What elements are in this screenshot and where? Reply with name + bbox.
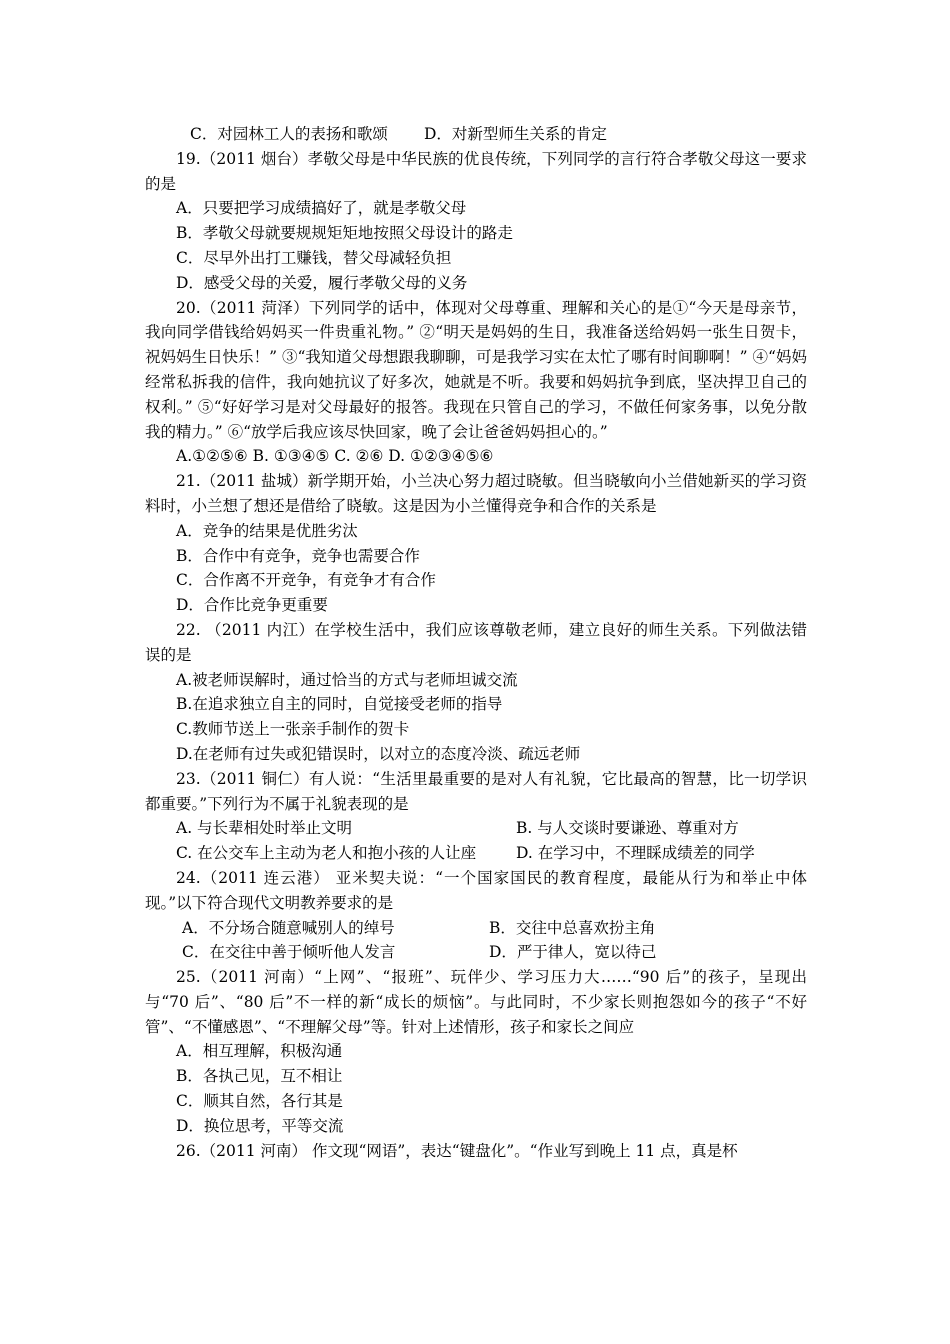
q21-option-c: C．合作离不开竞争，有竞争才有合作 [176,571,436,590]
q25-option-c: C．顺其自然，各行其是 [176,1092,343,1111]
q24-option-b: B．交往中总喜欢扮主角 [489,918,656,937]
q21-option-b: B．合作中有竞争，竞争也需要合作 [176,546,420,565]
q23-option-a: A. 与长辈相处时举止文明 [176,819,353,838]
q23-option-c: C. 在公交车上主动为老人和抱小孩的人让座 [176,844,477,863]
q20-options: A.①②⑤⑥ B. ①③④⑤ C. ②⑥ D. ①②③④⑤⑥ [176,447,494,466]
q18-options-cd [145,122,807,147]
q19-option-b: B．孝敬父母就要规规矩矩地按照父母设计的路走 [176,224,513,243]
q22-option-c: C.教师节送上一张亲手制作的贺卡 [176,720,410,739]
q25-option-b: B．各执己见，互不相让 [176,1067,343,1086]
q23-options-ab [145,816,807,841]
q19-option-c: C．尽早外出打工赚钱，替父母减轻负担 [176,248,452,267]
q24-options-cd [145,940,807,965]
q23-option-d: D. 在学习中，不理睬成绩差的同学 [516,844,755,863]
q24-options-ab [145,916,807,941]
q24-option-c: C．在交往中善于倾听他人发言 [182,943,396,962]
q21-option-d: D．合作比竞争更重要 [176,596,328,615]
question-24: 24.（2011 连云港） 亚米契夫说：“一个国家国民的教育程度，最能从行为和举止中体现。”以下符合现代文明教养要求的是 [145,868,807,912]
question-23: 23.（2011 铜仁）有人说：“生活里最重要的是对人有礼貌，它比最高的智慧，比一切学识都重要。”下列行为不属于礼貌表现的是 [145,769,807,813]
q19-option-d: D．感受父母的关爱，履行孝敬父母的义务 [176,273,468,292]
question-26: 26.（2011 河南） 作文现“网语”，表达“键盘化”。“作业写到晚上 11 点，真是杯 [176,1141,738,1160]
q22-option-a: A.被老师误解时，通过恰当的方式与老师坦诚交流 [176,670,518,689]
q24-option-a: A．不分场合随意喊别人的绰号 [182,918,395,937]
question-22: 22. （2011 内江）在学校生活中，我们应该尊敬老师，建立良好的师生关系。下列做法错误的是 [145,620,807,664]
question-21: 21.（2011 盐城）新学期开始，小兰决心努力超过晓敏。但当晓敏向小兰借她新买的学习资料时，小兰想了想还是借给了晓敏。这是因为小兰懂得竞争和合作的关系是 [145,472,807,515]
q19-option-a: A．只要把学习成绩搞好了，就是孝敬父母 [176,199,467,218]
q25-option-a: A．相互理解，积极沟通 [176,1042,343,1061]
question-19: 19.（2011 烟台）孝敬父母是中华民族的优良传统，下列同学的言行符合孝敬父母这一要求的是 [145,149,807,193]
q25-option-d: D．换位思考，平等交流 [176,1116,344,1135]
question-25: 25.（2011 河南）“上网”、“报班”、玩伴少、学习压力大……“90 后”的孩子，呈现出与“70 后”、“80 后”不一样的新“成长的烦恼”。与此同时，不少家长则抱怨如今的孩子“不好管”、“不懂感恩”、“不理解父母”等。针对上述情形，孩子和家长之间应 [145,968,807,1036]
option-d: D．对新型师生关系的肯定 [424,125,607,143]
q23-options-cd [145,841,807,866]
q21-option-a: A．竞争的结果是优胜劣汰 [176,521,358,540]
q22-option-b: B.在追求独立自主的同时，自觉接受老师的指导 [176,695,503,714]
document-page [145,122,807,1163]
option-c: C．对园林工人的表扬和歌颂 [190,125,388,143]
question-20: 20.（2011 菏泽）下列同学的话中，体现对父母尊重、理解和关心的是①“今天是母亲节，我向同学借钱给妈妈买一件贵重礼物。” ②“明天是妈妈的生日，我准备送给妈妈一张生日贺卡，祝妈妈生日快乐！” ③“我知道父母想跟我聊聊，可是我学习实在太忙了哪有时间聊啊！” ④“妈妈经常私拆我的信件，我向她抗议了好多次，她就是不听。我要和妈妈抗争到底，坚决捍卫自己的权利。” ⑤“好好学习是对父母最好的报答。我现在只管自己的学习，不做任何家务事，以免分散我的精力。” ⑥“放学后我应该尽快回家，晚了会让爸爸妈妈担心的。” [145,298,807,441]
q24-option-d: D．严于律人，宽以待己 [489,943,657,962]
q22-option-d: D.在老师有过失或犯错误时，以对立的态度冷淡、疏远老师 [176,744,581,763]
q23-option-b: B. 与人交谈时要谦逊、尊重对方 [516,819,739,838]
